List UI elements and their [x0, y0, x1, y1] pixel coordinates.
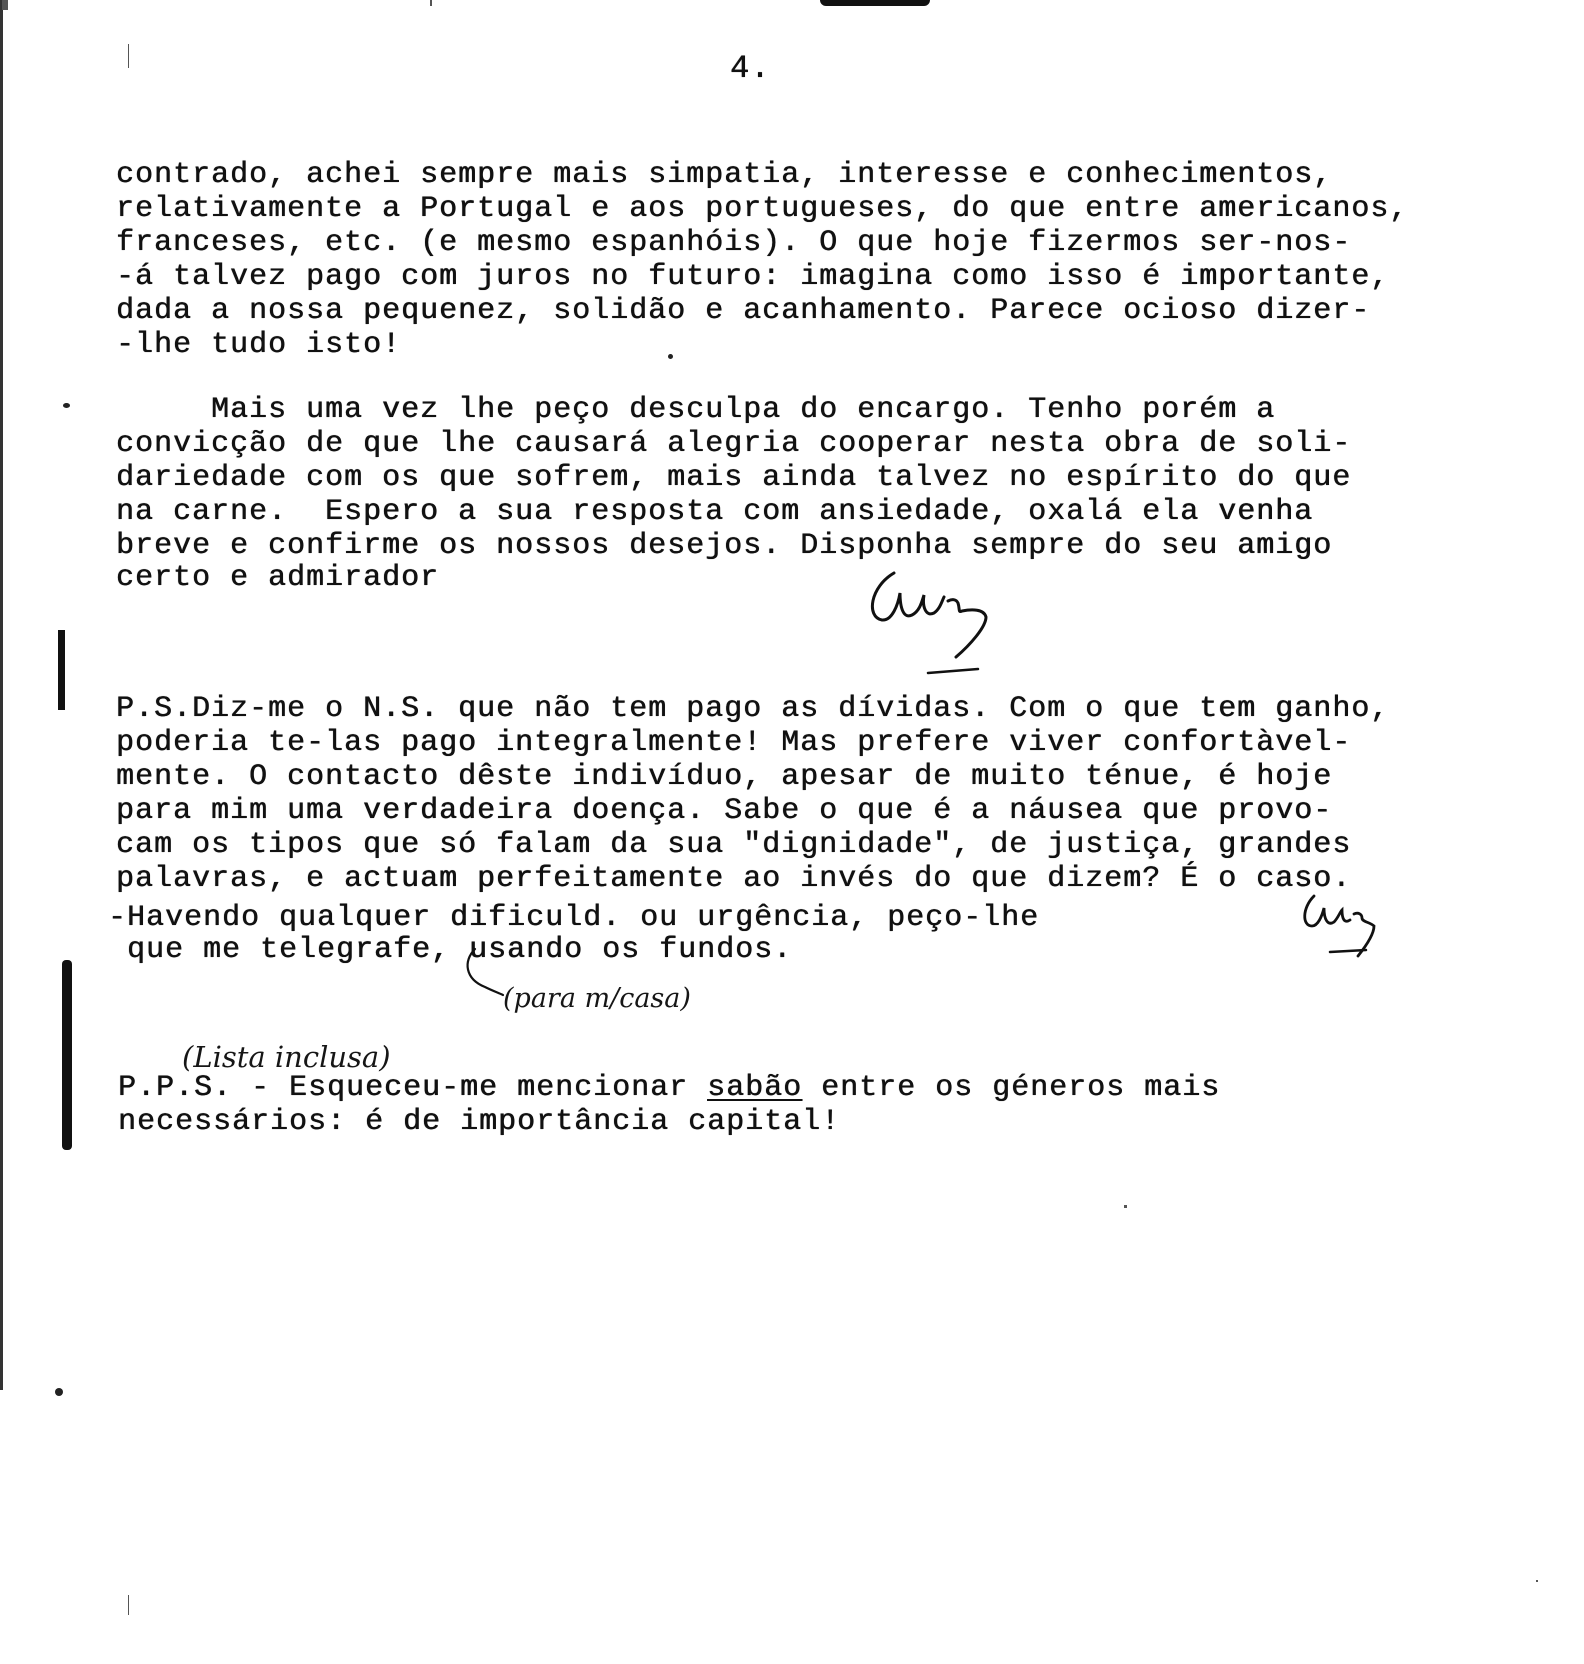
text-line: -lhe tudo isto!	[116, 328, 402, 362]
pps-text: entre os géneros mais	[802, 1071, 1221, 1105]
scan-speck	[1536, 1580, 1538, 1582]
handwritten-note-para-m-casa: (para m/casa)	[503, 983, 691, 1014]
scan-speck	[2, 0, 8, 10]
pps-text: P.P.S. - Esqueceu-me mencionar	[118, 1071, 708, 1105]
handwritten-signature	[860, 565, 1010, 685]
scan-speck	[1124, 1205, 1127, 1208]
scan-dot	[63, 403, 70, 408]
binding-mark	[62, 960, 72, 1150]
text-line: que me telegrafe, usando os fundos.	[108, 933, 793, 967]
text-line: breve e confirme os nossos desejos. Disponha sempre do seu amigo	[116, 529, 1333, 563]
text-line: palavras, e actuam perfeitamente ao invés do que dizem? É o caso.	[116, 862, 1352, 896]
scan-dot	[55, 1388, 63, 1396]
scan-speck	[128, 44, 129, 68]
underlined-word-sabao: sabão	[707, 1071, 803, 1105]
text-line: mente. O contacto dêste indivíduo, apesar de muito ténue, é hoje	[116, 760, 1333, 794]
scan-speck	[430, 0, 432, 6]
text-line	[118, 1071, 1220, 1105]
handwritten-initials	[1296, 890, 1386, 965]
text-line: poderia te-las pago integralmente! Mas prefere viver confortàvel-	[116, 726, 1352, 760]
scan-dot	[668, 354, 673, 359]
text-line: cam os tipos que só falam da sua "dignidade", de justiça, grandes	[116, 828, 1352, 862]
text-line: -Havendo qualquer dificuld. ou urgência, peço-lhe	[108, 901, 1040, 935]
text-line: certo e admirador	[116, 561, 440, 595]
left-page-edge	[0, 0, 3, 1390]
page-number: 4.	[730, 50, 771, 87]
text-line: -á talvez pago com juros no futuro: imagina como isso é importante,	[116, 260, 1390, 294]
text-line: dariedade com os que sofrem, mais ainda talvez no espírito do que	[116, 461, 1352, 495]
text-line: necessários: é de importância capital!	[118, 1105, 841, 1139]
text-line: convicção de que lhe causará alegria cooperar nesta obra de soli-	[116, 427, 1352, 461]
text-line: para mim uma verdadeira doença. Sabe o que é a náusea que provo-	[116, 794, 1333, 828]
text-line: Mais uma vez lhe peço desculpa do encargo. Tenho porém a	[116, 393, 1276, 427]
text-line: P.S.Diz-me o N.S. que não tem pago as dívidas. Com o que tem ganho,	[116, 692, 1390, 726]
text-line: na carne. Espero a sua resposta com ansiedade, oxalá ela venha	[116, 495, 1314, 529]
scan-speck	[128, 1595, 129, 1615]
text-line: relativamente a Portugal e aos portugueses, do que entre americanos,	[116, 192, 1409, 226]
text-line: franceses, etc. (e mesmo espanhóis). O que hoje fizermos ser-nos-	[116, 226, 1352, 260]
text-line: contrado, achei sempre mais simpatia, interesse e conhecimentos,	[116, 158, 1333, 192]
top-scan-mark	[820, 0, 930, 6]
text-line: dada a nossa pequenez, solidão e acanhamento. Parece ocioso dizer-	[116, 294, 1371, 328]
handwritten-note-lista-inclusa: (Lista inclusa)	[182, 1040, 391, 1074]
binding-mark	[58, 630, 65, 710]
